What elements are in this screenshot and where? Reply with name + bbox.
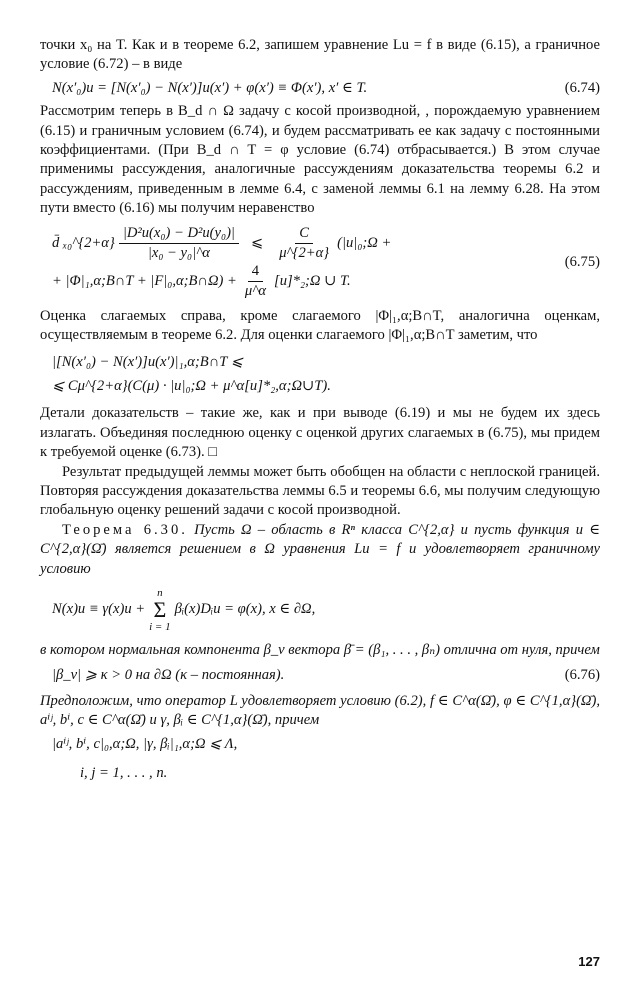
equation-6-75-line-2 (40, 263, 600, 301)
equation-6-75 (40, 225, 600, 301)
eq675-rhs-fraction (275, 225, 333, 262)
eq675-line2-tail: [u]*₂;Ω ∪ T. (274, 272, 351, 289)
eq675-line2-fraction (241, 263, 270, 300)
sum-lower-limit: i = 1 (149, 620, 171, 633)
estimate-line-2-body: ⩽ Cμ^{2+α}(C(μ) · |u|₀;Ω + μ^α[u]*₂,α;Ω∪T). (52, 377, 331, 394)
equation-6-74 (40, 79, 600, 98)
eq675-line2-body: + |Φ|₁,α;B∩T + |F|₀,α;B∩Ω) + (52, 272, 237, 289)
bc-lhs: N(x)u ≡ γ(x)u + (52, 601, 146, 618)
theorem-heading: Теорема 6.30. (62, 521, 188, 538)
theorem-6-30 (40, 521, 600, 579)
sum-upper-limit: n (157, 586, 163, 599)
paragraph-4: Детали доказательств – такие же, как и при выводе (6.19) и мы не будем их здесь излагать. Объединяя последнюю оценку с оценкой других слагаемых в (6.75), мы придем к требуемой оценке (6.73). □ (40, 405, 600, 461)
eq675-lhs-numerator: |D²u(x₀) − D²u(y₀)| (119, 225, 239, 244)
paragraph-6: в котором нормальная компонента β_ν вектора β̄ = (β₁, . . . , βₙ) отлична от нуля, причем (40, 641, 600, 658)
equation-6-76-body: |β_ν| ⩾ κ > 0 на ∂Ω (κ – постоянная). (52, 667, 285, 684)
sigma-glyph: Σ (153, 596, 167, 622)
bc-rhs: βᵢ(x)Dᵢu = φ(x), x ∈ ∂Ω, (174, 601, 316, 618)
theorem-statement: Пусть Ω – область в Rⁿ класса C^{2,α} и пусть функция u ∈ C^{2,α}(Ω̄) является решением в Ω уравнения Lu = f u удовлетворяет граничному условию (40, 521, 600, 577)
page-number: 127 (578, 954, 600, 969)
paragraph-3: Оценка слагаемых справа, кроме слагаемого |Φ|₁,α;B∩T, аналогична оценкам, осуществляемым в теореме 6.2. Для оценки слагаемого |Φ|₁,α;B∩T заметим, что (40, 307, 600, 344)
eq675-line2-numerator: 4 (248, 263, 263, 282)
index-range (40, 764, 600, 783)
estimate-line-1-body: |[N(x′₀) − N(x′)]u(x′)|₁,α;B∩T ⩽ (52, 354, 243, 371)
eq675-rhs-numerator: C (295, 225, 313, 244)
paragraph-7: Предположим, что оператор L удовлетворяет условию (6.2), f ∈ C^α(Ω̄), φ ∈ C^{1,α}(Ω̄), aⁱʲ, bⁱ, c ∈ C^α(Ω̄) u γ, βᵢ ∈ C^{1,α}(Ω̄), причем (40, 692, 600, 729)
eq675-rhs-denominator: μ^{2+α} (279, 245, 330, 262)
estimate-line-2 (40, 377, 600, 396)
eq675-rhs-tail: (|u|₀;Ω + (337, 234, 392, 251)
equation-number-6-75: (6.75) (564, 253, 600, 270)
eq675-lhs-prefix: d̄ ₓ₀^{2+α} (52, 234, 115, 251)
eq675-line2-denominator: μ^α (244, 283, 267, 300)
paragraph-5: Результат предыдущей леммы может быть обобщен на области с неплоской границей. Повторяя рассуждения доказательства леммы 6.5 и теоремы 6.6, мы получим следующую глобальную оценку решений задачи с косой производной. (40, 463, 600, 519)
boundary-condition-equation (40, 587, 600, 633)
eq675-lhs-fraction (119, 225, 239, 262)
eq675-le-sign: ⩽ (250, 234, 264, 251)
paragraph-2: Рассмотрим теперь в B_d ∩ Ω задачу с косой производной, , порождаемую уравнением (6.15) и граничным условием (6.74), и будем рассматривать ее как задачу с постоянными коэффициентами. (При B_d ∩ T = φ условие (6.74) отбрасывается.) В этом случае применимы рассуждения, аналогичные рассуждениям доказательства теоремы 6.2 и рассуждениям, приведенным в лемме 6.4, с заменой леммы 6.1 на лемму 6.28. На этом пути вместо (6.16) мы получим неравенство (40, 103, 600, 217)
equation-6-75-line-1 (40, 225, 600, 263)
equation-number-6-74: (6.74) (564, 79, 600, 96)
estimate-line-1 (40, 353, 600, 372)
equation-6-76 (40, 666, 600, 685)
summation-symbol (149, 587, 170, 633)
eq675-lhs-denominator: |x₀ − y₀|^α (147, 245, 210, 262)
index-range-body: i, j = 1, . . . , n. (80, 764, 168, 781)
coefficient-bounds (40, 735, 600, 754)
equation-6-74-body: N(x′₀)u = [N(x′₀) − N(x′)]u(x′) + φ(x′) ≡ Φ(x′), x′ ∈ T. (52, 79, 368, 96)
equation-number-6-76: (6.76) (564, 667, 600, 684)
coefficient-bounds-body: |aⁱʲ, bⁱ, c|₀,α;Ω, |γ, βᵢ|₁,α;Ω ⩽ Λ, (52, 735, 238, 752)
paragraph-1: точки x₀ на T. Как и в теореме 6.2, запишем уравнение Lu = f в виде (6.15), а граничное условие (6.72) – в виде (40, 37, 600, 73)
